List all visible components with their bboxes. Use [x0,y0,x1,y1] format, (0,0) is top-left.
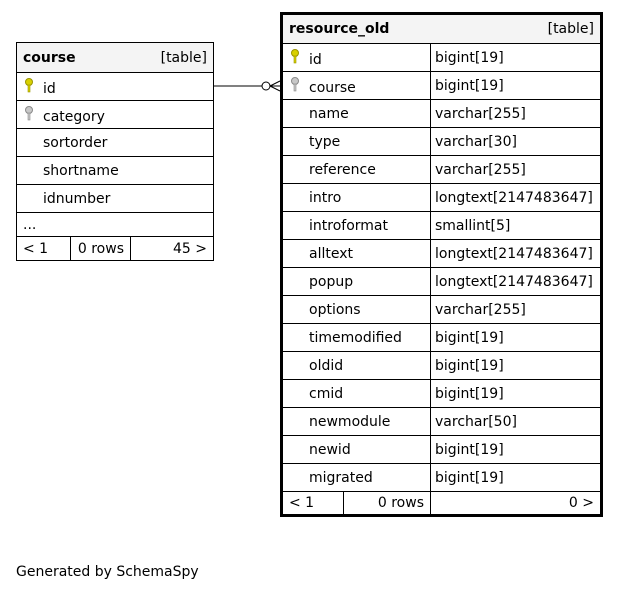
column-name: migrated [309,469,373,486]
column-row [282,408,602,436]
column-type: varchar[255] [431,156,602,184]
column-row [282,72,602,100]
primary-key-icon [23,77,43,97]
column-name: options [309,301,361,318]
resource-old-table[interactable] [280,12,603,517]
column-type: bigint[19] [431,72,602,100]
column-name: reference [309,161,376,178]
parents-count[interactable]: < 1 [17,237,71,261]
column-row [17,157,214,185]
column-type: longtext[2147483647] [431,184,602,212]
column-type: bigint[19] [431,436,602,464]
foreign-key-icon [289,76,309,96]
column-row [282,464,602,492]
column-row [17,129,214,157]
column-name: timemodified [309,329,402,346]
column-type: bigint[19] [431,44,602,72]
column-row [282,380,602,408]
column-name: id [309,51,322,68]
column-name: newmodule [309,413,391,430]
primary-key-icon [289,48,309,68]
column-row [282,240,602,268]
column-row [282,156,602,184]
column-row [282,296,602,324]
table-footer [17,237,214,261]
column-name: introformat [309,217,388,234]
column-type: smallint[5] [431,212,602,240]
column-row [17,185,214,213]
column-name: sortorder [43,134,108,151]
column-type: bigint[19] [431,352,602,380]
column-row [17,73,214,101]
rows-count: 0 rows [344,492,431,516]
column-name: popup [309,273,354,290]
column-name: cmid [309,385,344,402]
column-row [17,101,214,129]
column-type: varchar[255] [431,100,602,128]
zero-marker-icon [262,82,270,90]
generated-by-label: Generated by SchemaSpy [16,564,199,580]
table-name: resource_old [289,21,390,37]
column-name: name [309,105,349,122]
crowfoot-icon [270,86,280,91]
column-row [282,324,602,352]
children-count[interactable]: 0 > [431,492,602,516]
course-table[interactable] [16,42,214,261]
column-row [282,268,602,296]
column-row [282,44,602,72]
column-name: type [309,133,341,150]
table-kind: [table] [160,49,207,66]
column-type: longtext[2147483647] [431,240,602,268]
crowfoot-icon [270,81,280,86]
children-count[interactable]: 45 > [131,237,214,261]
column-name: intro [309,189,342,206]
table-name: course [23,49,76,66]
more-columns-ellipsis: ... [23,216,37,233]
column-name: course [309,79,356,96]
column-name: newid [309,441,351,458]
column-name: shortname [43,162,119,179]
column-name: idnumber [43,190,111,207]
table-header [282,14,602,44]
column-list [282,44,602,492]
table-footer [282,492,602,516]
parents-count[interactable]: < 1 [282,492,344,516]
column-type: varchar[30] [431,128,602,156]
column-name: oldid [309,357,344,374]
column-name: alltext [309,245,353,262]
column-type: varchar[50] [431,408,602,436]
column-type: varchar[255] [431,296,602,324]
column-type: bigint[19] [431,464,602,492]
column-row [282,212,602,240]
table-header [17,43,214,73]
column-row [282,100,602,128]
column-row [282,352,602,380]
column-name: id [43,80,56,97]
foreign-key-icon [23,105,43,125]
column-type: longtext[2147483647] [431,268,602,296]
column-type: bigint[19] [431,380,602,408]
rows-count: 0 rows [71,237,131,261]
column-type: bigint[19] [431,324,602,352]
column-name: category [43,108,105,125]
column-row [282,436,602,464]
table-kind: [table] [547,21,594,37]
more-columns-row [17,213,214,237]
column-row [282,184,602,212]
column-row [282,128,602,156]
